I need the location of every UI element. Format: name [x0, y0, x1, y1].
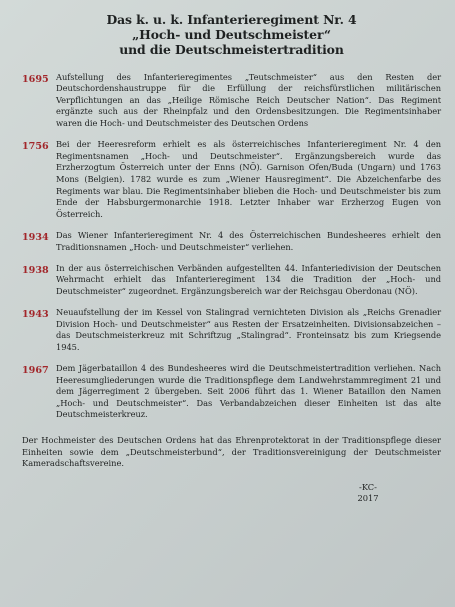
entry-text: Das Wiener Infanterieregiment Nr. 4 des Österreichischen Bundesheeres erhielt den Traditionsnamen „Hoch- und Deutschmeister“ verliehen.: [56, 229, 441, 252]
entry-1695: [22, 72, 441, 130]
entry-text: In der aus österreichischen Verbänden aufgestellten 44. Infanteriedivision der Deutschen Wehrmacht erhielt das Infanterieregiment 134 die Tradition der „Hoch- und Deutschmeister“ zugeordnet. Ergänzungsbereich war der Reichsgau Oberdonau (NÖ).: [56, 262, 441, 296]
entry-text: Bei der Heeresreform erhielt es als österreichisches Infanterieregiment Nr. 4 den Regimentsnamen „Hoch- und Deutschmeister“. Ergänzungsbereich wurde das Erzherzogtum Österreich unter der Enns (NÖ). Garnison Ofen/Buda (Ungarn) und 1763 Mons (Belgien). 1782 wurde es zum „Wiener Hausregiment“. Die Abzeichenfarbe des Regiments war blau. Die Regimentsinhaber blieben die Hoch- und Deutschmeister bis zum Ende der Habsburgermonarchie 1918. Letzter Inhaber war Erzherzog Eugen von Österreich.: [56, 139, 441, 219]
entry-text: Dem Jägerbataillon 4 des Bundesheeres wird die Deutschmeistertradition verliehen. Nach Heeresumgliederungen wurde die Traditionspflege dem Landwehrstammregiment 21 und dem Jägerregiment 2 übergeben. Seit 2006 führt das 1. Wiener Bataillon den Namen „Hoch- und Deutschmeister“. Das Verbandabzeichen dieser Einheiten ist das alte Deutschmeisterkreuz.: [56, 363, 441, 420]
entry-year: 1695: [22, 73, 49, 85]
entry-year: 1967: [22, 365, 49, 377]
title-line-1: Das k. u. k. Infanterieregiment Nr. 4: [106, 12, 357, 27]
entry-year: 1943: [22, 309, 49, 321]
entry-1967: [22, 363, 441, 421]
entry-1934: [22, 230, 441, 253]
title-line-3: und die Deutschmeistertradition: [119, 42, 344, 58]
entry-1943: [22, 307, 441, 353]
signature-year: 2017: [357, 493, 379, 504]
title-line-2: „Hoch- und Deutschmeister“: [132, 27, 331, 43]
entry-year: 1934: [22, 231, 49, 243]
signature-initials: -KC-: [359, 481, 377, 492]
signature-block: [338, 482, 398, 505]
page-title: [22, 12, 441, 58]
entry-text: Neuaufstellung der im Kessel von Stalingrad vernichteten Division als „Reichs Grenadier Division Hoch- und Deutschmeister“ aus Resten der Ersatzeinheiten. Divisionsabzeichen – das Deutschmeisterkreuz mit Schriftzug „Stalingrad“. Fronteinsatz bis zum Kriegsende 1945.: [56, 307, 441, 352]
entry-year: 1756: [22, 141, 49, 153]
entry-1938: [22, 263, 441, 298]
entry-1756: [22, 139, 441, 220]
closing-paragraph: Der Hochmeister des Deutschen Ordens hat das Ehrenprotektorat in der Traditionspflege dieser Einheiten sowie dem „Deutschmeisterbund“, der Traditionsvereinigung der Deutschmeister Kameradschaftsvereine.: [22, 435, 441, 469]
entry-text: Aufstellung des Infanterieregimentes „Teutschmeister“ aus den Resten der Deutschordenshaustruppe für die Erfüllung der reichsfürstlichen militärischen Verpflichtungen an das „Heilige Römische Reich Deutscher Nation“. Das Regiment ergänzte such aus der Rheinpfalz und den Ordensbesitzungen. Die Regimentsinhaber waren die Hoch- und Deutschmeister des Deutschen Ordens: [56, 71, 441, 128]
entry-year: 1938: [22, 264, 49, 276]
